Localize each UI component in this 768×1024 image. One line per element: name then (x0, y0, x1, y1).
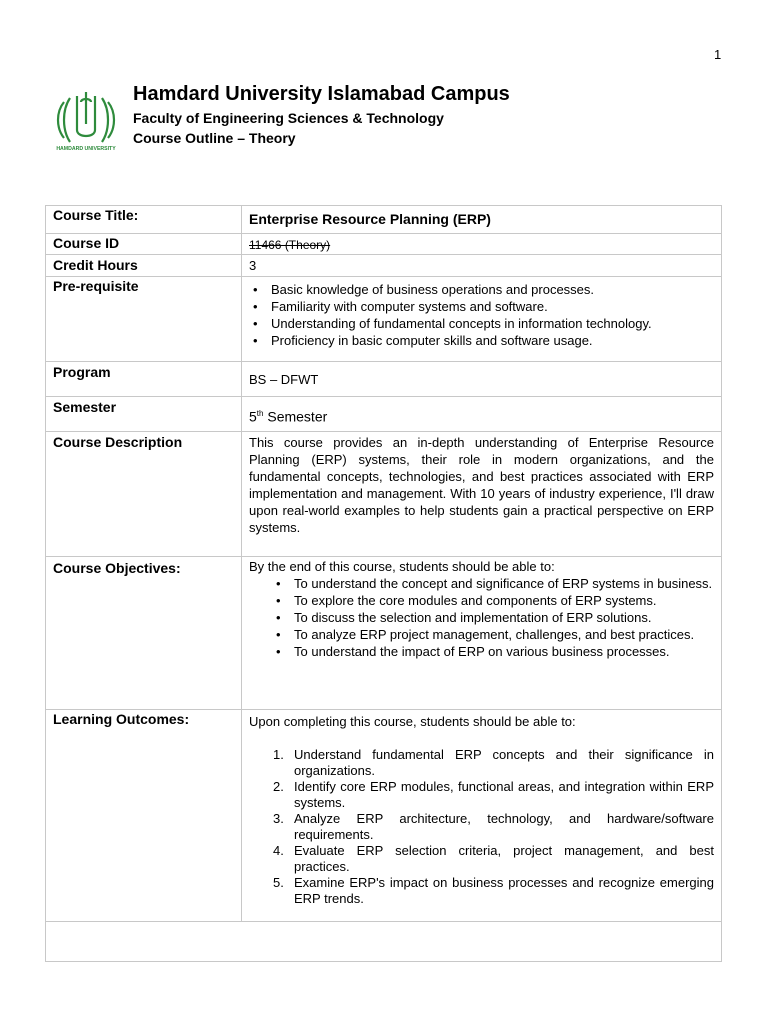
course-description-label: Course Description (46, 432, 242, 557)
course-objectives-label: Course Objectives: (46, 557, 242, 710)
page-number: 1 (714, 47, 722, 62)
row-program (46, 362, 722, 397)
university-title: Hamdard University Islamabad Campus (133, 83, 510, 105)
empty-cell (46, 922, 722, 962)
semester-label: Semester (46, 397, 242, 432)
semester-value: 5th Semester (242, 397, 722, 432)
outcomes-list (249, 747, 714, 907)
objectives-intro: By the end of this course, students should be able to: (249, 559, 555, 574)
course-title-label: Course Title: (46, 206, 242, 234)
program-label: Program (46, 362, 242, 397)
credit-hours-value: 3 (242, 255, 722, 277)
program-value: BS – DFWT (242, 362, 722, 397)
list-item: • To explore the core modules and components of ERP systems. (294, 592, 714, 609)
list-item: 3. Analyze ERP architecture, technology, and hardware/software requirements. (273, 811, 714, 842)
list-item: 1. Understand fundamental ERP concepts and their significance in organizations. (273, 747, 714, 778)
list-item: 5. Examine ERP's impact on business processes and recognize emerging ERP trends. (273, 875, 714, 906)
outline-type: Course Outline – Theory (133, 130, 296, 146)
row-semester (46, 397, 722, 432)
list-item: 2. Identify core ERP modules, functional areas, and integration within ERP systems. (273, 779, 714, 810)
learning-outcomes-label: Learning Outcomes: (46, 710, 242, 922)
row-course-id (46, 234, 722, 255)
list-item: • To discuss the selection and implementation of ERP solutions. (294, 609, 714, 626)
credit-hours-label: Credit Hours (46, 255, 242, 277)
list-item: • Understanding of fundamental concepts in information technology. (271, 315, 714, 332)
list-item: • To understand the impact of ERP on various business processes. (294, 643, 714, 660)
row-course-objectives (46, 557, 722, 710)
row-credit-hours (46, 255, 722, 277)
course-id-label: Course ID (46, 234, 242, 255)
row-empty (46, 922, 722, 962)
faculty-name: Faculty of Engineering Sciences & Technology (133, 110, 444, 126)
course-title-value: Enterprise Resource Planning (ERP) (242, 206, 722, 234)
objectives-list (249, 575, 714, 660)
list-item: • Proficiency in basic computer skills and software usage. (271, 332, 714, 349)
course-id-value: 11466 (Theory) (249, 238, 331, 252)
outcomes-intro: Upon completing this course, students should be able to: (249, 714, 576, 729)
prerequisite-label: Pre-requisite (46, 277, 242, 362)
row-learning-outcomes (46, 710, 722, 922)
list-item: 4. Evaluate ERP selection criteria, project management, and best practices. (273, 843, 714, 874)
course-info-table (45, 205, 722, 962)
document-header (133, 82, 510, 147)
list-item: • Familiarity with computer systems and software. (271, 298, 714, 315)
prerequisite-list (249, 281, 714, 349)
row-course-description (46, 432, 722, 557)
row-course-title (46, 206, 722, 234)
list-item: • To analyze ERP project management, challenges, and best practices. (294, 626, 714, 643)
list-item: • Basic knowledge of business operations and processes. (271, 281, 714, 298)
list-item: • To understand the concept and significance of ERP systems in business. (294, 575, 714, 592)
row-prerequisite (46, 277, 722, 362)
university-logo (50, 84, 122, 156)
svg-text:HAMDARD UNIVERSITY: HAMDARD UNIVERSITY (56, 146, 116, 152)
course-description-value: This course provides an in-depth understanding of Enterprise Resource Planning (ERP) systems, their role in modern organizations, and the fundamental concepts, technologies, and best practices associated with ERP implementation and management. With 10 years of industry experience, I'll draw upon real-world examples to help students gain a practical perspective on ERP systems. (242, 432, 722, 557)
